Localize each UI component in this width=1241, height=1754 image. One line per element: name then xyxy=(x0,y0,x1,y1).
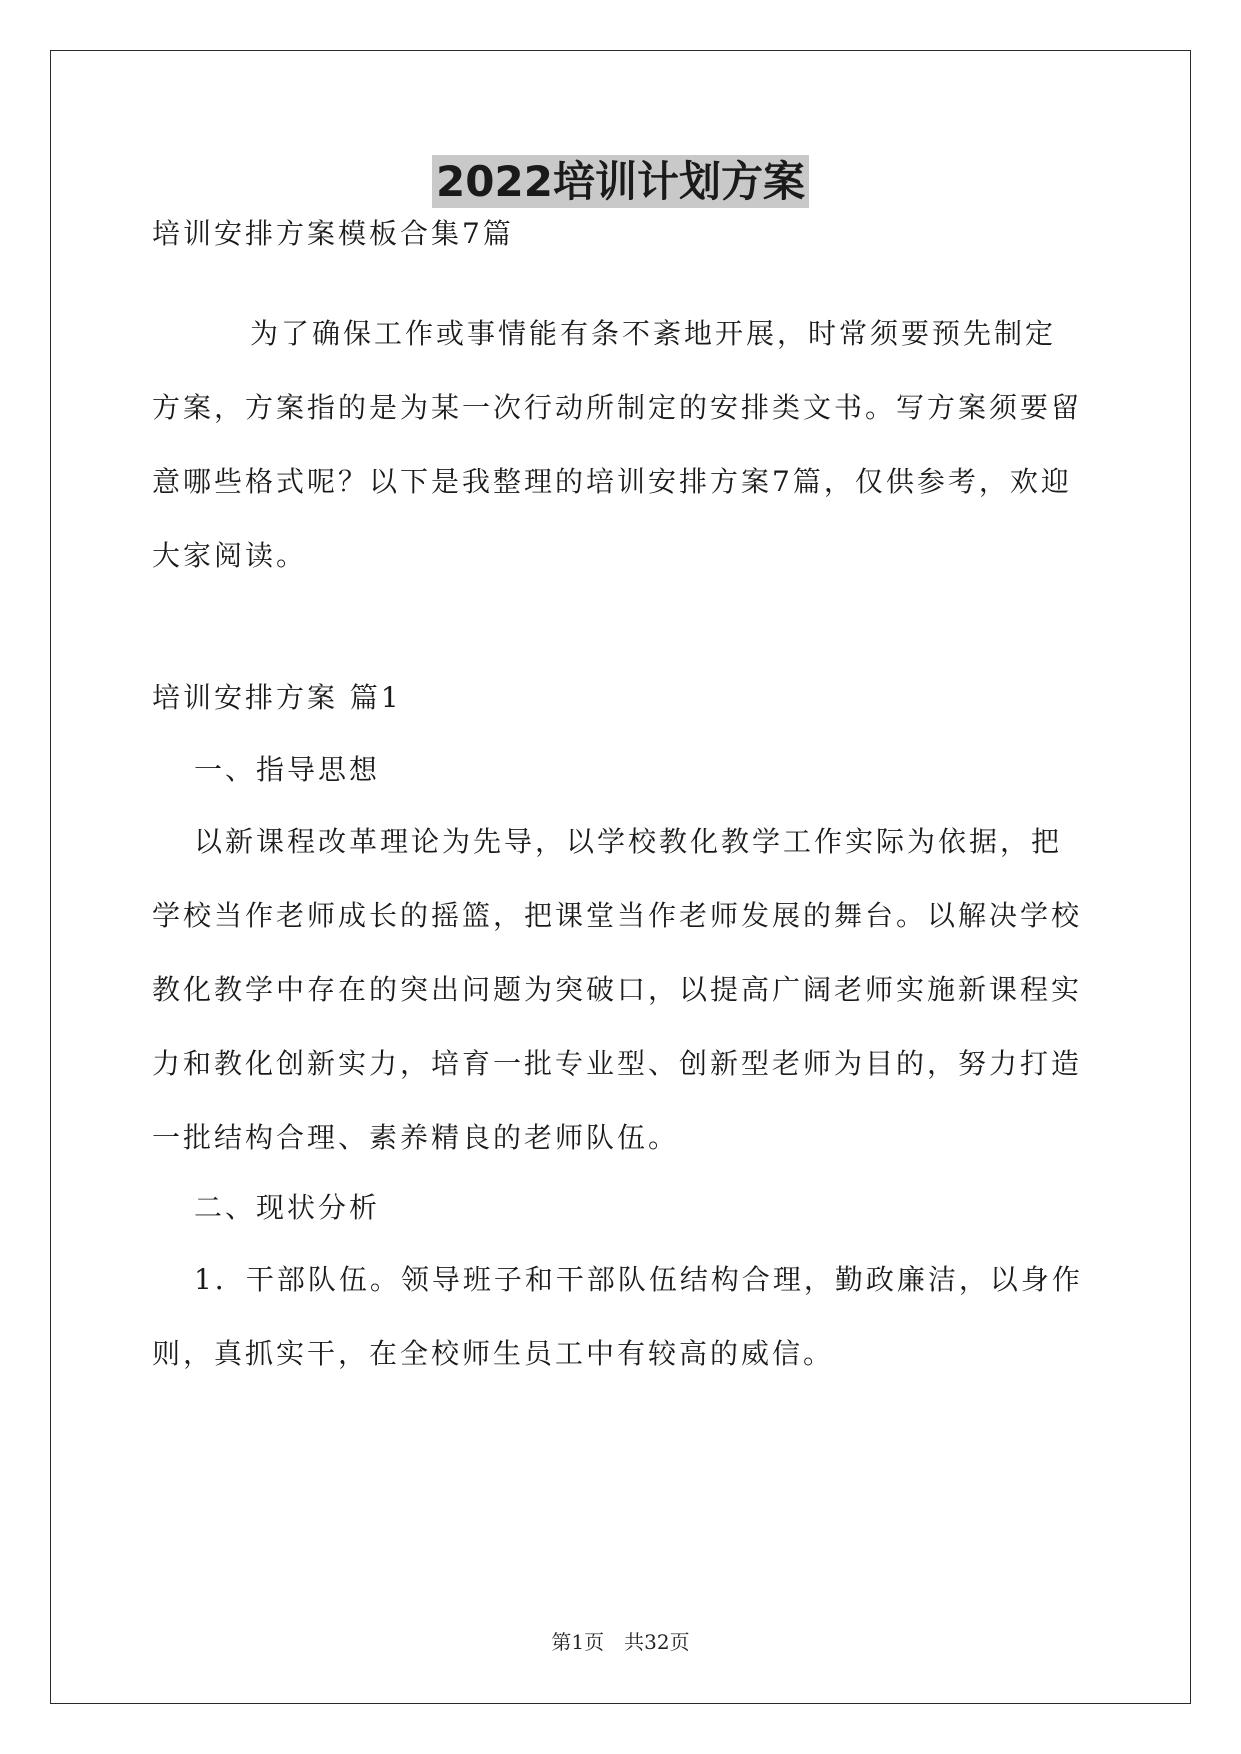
paragraph-line: 教化教学中存在的突出问题为突破口，以提高广阔老师实施新课程实 xyxy=(152,973,1083,1006)
intro-line: 意哪些格式呢？以下是我整理的培训安排方案7篇，仅供参考，欢迎 xyxy=(152,465,1072,498)
paragraph-line: 以新课程改革理论为先导，以学校教化教学工作实际为依据，把 xyxy=(194,825,1063,858)
intro-line: 大家阅读。 xyxy=(152,539,308,572)
document-subtitle: 培训安排方案模板合集7篇 xyxy=(152,217,514,250)
subsection-heading: 一、指导思想 xyxy=(194,753,381,786)
intro-line: 为了确保工作或事情能有条不紊地开展，时常须要预先制定 xyxy=(250,317,1057,350)
paragraph-line: 1．干部队伍。领导班子和干部队伍结构合理，勤政廉洁，以身作 xyxy=(194,1263,1083,1296)
paragraph-line: 学校当作老师成长的摇篮，把课堂当作老师发展的舞台。以解决学校 xyxy=(152,899,1083,932)
intro-line: 方案，方案指的是为某一次行动所制定的安排类文书。写方案须要留 xyxy=(152,391,1083,424)
document-title xyxy=(0,152,1241,212)
page-footer: 第1页 共32页 xyxy=(551,1630,690,1654)
page-border xyxy=(50,50,1191,1704)
paragraph-line: 则，真抓实干，在全校师生员工中有较高的威信。 xyxy=(152,1337,835,1370)
paragraph-line: 一批结构合理、素养精良的老师队伍。 xyxy=(152,1121,680,1154)
section-heading: 培训安排方案 篇1 xyxy=(152,681,402,714)
subsection-heading: 二、现状分析 xyxy=(194,1191,381,1224)
document-title-text: 2022培训计划方案 xyxy=(432,155,809,208)
paragraph-line: 力和教化创新实力，培育一批专业型、创新型老师为目的，努力打造 xyxy=(152,1047,1083,1080)
